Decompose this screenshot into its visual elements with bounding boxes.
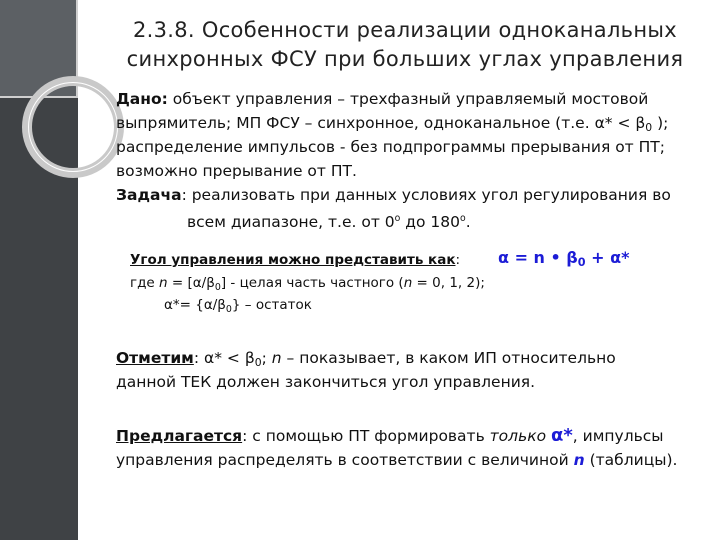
note-label: Отметим (116, 349, 194, 367)
task-label: Задача (116, 186, 182, 204)
repr-label: Угол управления можно представить как (130, 252, 456, 268)
where-line: где $n = [\alpha/\beta_0]$ - целая часть частного (n = 0, 1, 2); (130, 275, 485, 293)
proposal-label: Предлагается (116, 427, 243, 445)
task-line-1: Задача: реализовать при данных условиях угол регулирования во (116, 186, 671, 204)
title-line-2: синхронных ФСУ при больших углах управления (126, 47, 684, 71)
proposal-line-1: Предлагается: с помощью ПТ формировать только α*, импульсы (116, 425, 664, 446)
given-line-1: Дано: объект управления – трехфазный управляемый мостовой (116, 90, 649, 108)
note-line-2: данной ТЕК должен закончиться угол управления. (116, 373, 536, 391)
title-line-1: 2.3.8. Особенности реализации одноканальных (132, 18, 677, 42)
given-line-3: распределение импульсов - без подпрограммы прерывания от ПТ; (116, 138, 665, 156)
given-line-4: возможно прерывание от ПТ. (116, 162, 357, 180)
decorative-ring-inner (28, 82, 118, 172)
proposal-line-2: управления распределять в соответствии с величиной n (таблицы). (116, 451, 678, 469)
task-line-2: всем диапазоне, т.е. от 0$^o$ до 180$^o$. (187, 213, 471, 232)
given-line-2: выпрямитель; МП ФСУ – синхронное, одноканальное (т.е. $\alpha* < \beta_0$ ); (116, 114, 669, 134)
remainder-line: $\alpha*= \{\alpha/\beta_0\}$ – остаток (164, 297, 312, 315)
repr-line: Угол управления можно представить как: (130, 252, 461, 268)
given-label: Дано: (116, 90, 168, 108)
formula: α = n • $\beta_0 + \alpha*$ (498, 248, 630, 269)
slide-title (100, 16, 710, 74)
note-line-1: Отметим: $\alpha* < \beta_0$; n – показывает, в каком ИП относительно (116, 349, 616, 369)
